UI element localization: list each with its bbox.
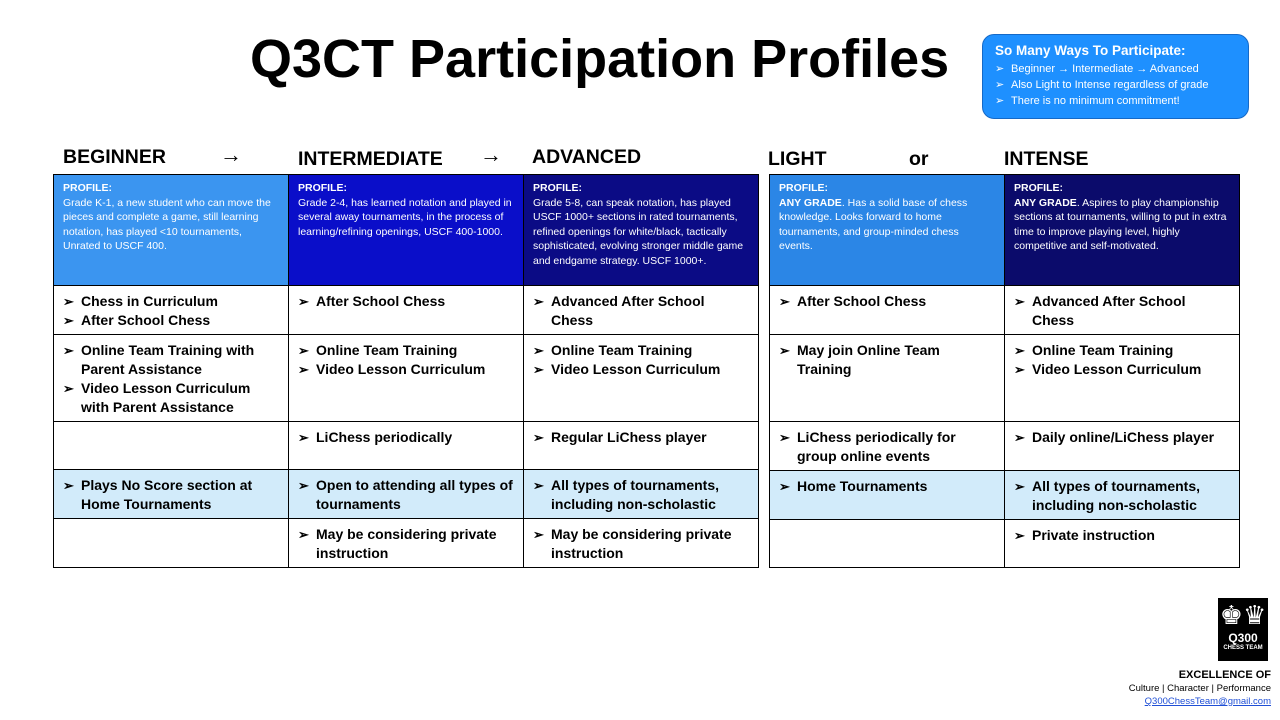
bullet-arrow-icon: ➢ — [779, 294, 790, 309]
table-row — [770, 286, 1240, 335]
bullet-arrow-icon: ➢ — [995, 79, 1005, 91]
list-item: ➢ After School Chess — [779, 293, 927, 309]
table-cell — [1005, 520, 1240, 568]
list-item: ➢ Open to attending all types of tournaments — [298, 477, 513, 512]
table-cell — [289, 519, 524, 568]
list-item: ➢ Home Tournaments — [779, 478, 928, 494]
table-cell — [524, 519, 759, 568]
list-item: ➢ Online Team Training with Parent Assistance — [63, 342, 255, 377]
table-row — [770, 422, 1240, 471]
bullet-arrow-icon: ➢ — [298, 294, 309, 309]
list-item: ➢ May be considering private instruction — [533, 526, 732, 561]
bullet-arrow-icon: ➢ — [298, 343, 309, 358]
bullet-arrow-icon: ➢ — [995, 95, 1005, 107]
table-cell — [289, 422, 524, 470]
page-title: Q3CT Participation Profiles — [250, 29, 950, 89]
list-item: ➢ May join Online Team Training — [779, 342, 940, 377]
table-cell — [54, 422, 289, 470]
bullet-arrow-icon: ➢ — [298, 362, 309, 377]
bullet-arrow-icon: ➢ — [995, 63, 1005, 75]
table-cell — [1005, 471, 1240, 520]
profile-row — [54, 175, 759, 286]
table-row — [770, 520, 1240, 568]
list-item: ➢ Advanced After School Chess — [533, 293, 705, 328]
table-cell — [1005, 422, 1240, 471]
bullet-arrow-icon: ➢ — [779, 343, 790, 358]
bullet-arrow-icon: ➢ — [533, 430, 544, 445]
callout-item: ➢ There is no minimum commitment! — [995, 95, 1180, 107]
table-cell — [524, 286, 759, 335]
list-item: ➢ All types of tournaments, including non-scholastic — [1014, 478, 1201, 513]
bullet-arrow-icon: ➢ — [533, 478, 544, 493]
list-item: ➢ Video Lesson Curriculum with Parent Assistance — [63, 380, 251, 415]
footer-email-link[interactable]: Q300ChessTeam@gmail.com — [1144, 696, 1271, 707]
bullet-arrow-icon: ➢ — [1014, 479, 1025, 494]
list-item: ➢ Video Lesson Curriculum — [1014, 361, 1202, 377]
list-item: ➢ Chess in Curriculum — [63, 293, 218, 309]
table-cell — [770, 335, 1005, 422]
bullet-arrow-icon: ➢ — [779, 430, 790, 445]
table-cell — [289, 286, 524, 335]
profile-light: PROFILE: ANY GRADE. Has a solid base of chess knowledge. Looks forward to home tournaments, and group-minded chess events. — [770, 175, 1005, 286]
table-cell — [524, 422, 759, 470]
bullet-arrow-icon: ➢ — [63, 343, 74, 358]
progression-table — [53, 174, 759, 568]
header-intense: INTENSE — [1004, 148, 1089, 170]
profile-intense: PROFILE: ANY GRADE. Aspires to play championship sections at tournaments, willing to put in extra time to improve playing level, highly competitive and self-motivated. — [1005, 175, 1240, 286]
bullet-arrow-icon: ➢ — [63, 313, 74, 328]
table-cell — [524, 335, 759, 422]
bullet-arrow-icon: ➢ — [1014, 362, 1025, 377]
table-cell — [770, 422, 1005, 471]
table-row — [770, 471, 1240, 520]
header-light: LIGHT — [768, 148, 827, 170]
table-row — [54, 519, 759, 568]
table-row — [770, 335, 1240, 422]
bullet-arrow-icon: ➢ — [63, 478, 74, 493]
table-cell — [54, 519, 289, 568]
right-arrow-icon: → — [480, 142, 502, 167]
header-beginner: BEGINNER — [63, 146, 166, 168]
bullet-arrow-icon: ➢ — [298, 527, 309, 542]
bullet-arrow-icon: ➢ — [1014, 430, 1025, 445]
profile-advanced: PROFILE: Grade 5-8, can speak notation, has played USCF 1000+ sections in rated tournaments, refined openings for white/black, tactically sophisticated, evolving stronger middle game and endgame strategy. USCF 1000+. — [524, 175, 759, 286]
header-advanced: ADVANCED — [532, 146, 642, 168]
table-cell — [770, 471, 1005, 520]
list-item: ➢ Advanced After School Chess — [1014, 293, 1186, 328]
bullet-arrow-icon: ➢ — [1014, 343, 1025, 358]
logo-subtitle: CHESS TEAM — [1223, 645, 1263, 651]
profile-row — [770, 175, 1240, 286]
list-item: ➢ Private instruction — [1014, 527, 1155, 543]
chess-pieces-icon: ♚♛ — [1219, 600, 1267, 630]
list-item: ➢ Daily online/LiChess player — [1014, 429, 1215, 445]
list-item: ➢ LiChess periodically — [298, 429, 453, 445]
list-item: ➢ Online Team Training — [298, 342, 458, 358]
footer-values: Culture | Character | Performance — [1128, 683, 1271, 694]
callout-title: So Many Ways To Participate: — [995, 43, 1186, 58]
table-cell — [289, 470, 524, 519]
list-item: ➢ All types of tournaments, including non-scholastic — [533, 477, 720, 512]
list-item: ➢ After School Chess — [63, 312, 211, 328]
list-item: ➢ After School Chess — [298, 293, 446, 309]
table-row — [54, 470, 759, 519]
profile-beginner: PROFILE: Grade K-1, a new student who can move the pieces and complete a game, still learning notation, has played <10 tournaments, Unrated to USCF 400. — [54, 175, 289, 286]
profile-intermediate: PROFILE: Grade 2-4, has learned notation and played in several away tournaments, in the process of learning/refining openings, USCF 400-1000. — [289, 175, 524, 286]
callout-item: ➢ Beginner → Intermediate → Advanced — [995, 63, 1199, 75]
table-cell — [54, 286, 289, 335]
table-cell — [54, 470, 289, 519]
list-item: ➢ Online Team Training — [1014, 342, 1174, 358]
bullet-arrow-icon: ➢ — [533, 294, 544, 309]
list-item: ➢ May be considering private instruction — [298, 526, 497, 561]
callout-item: ➢ Also Light to Intense regardless of grade — [995, 79, 1209, 91]
table-cell — [289, 335, 524, 422]
table-row — [54, 335, 759, 422]
header-intermediate: INTERMEDIATE — [298, 148, 443, 170]
table-cell — [54, 335, 289, 422]
table-cell — [1005, 286, 1240, 335]
logo-name: Q300 — [1228, 631, 1258, 645]
table-cell — [524, 470, 759, 519]
bullet-arrow-icon: ➢ — [63, 294, 74, 309]
bullet-arrow-icon: ➢ — [779, 479, 790, 494]
right-arrow-icon: → — [220, 142, 242, 167]
list-item: ➢ Plays No Score section at Home Tournaments — [63, 477, 253, 512]
intensity-table — [769, 174, 1240, 568]
footer-tagline: EXCELLENCE OF — [1178, 669, 1271, 681]
list-item: ➢ Video Lesson Curriculum — [298, 361, 486, 377]
bullet-arrow-icon: ➢ — [533, 343, 544, 358]
table-cell — [1005, 335, 1240, 422]
bullet-arrow-icon: ➢ — [298, 478, 309, 493]
bullet-arrow-icon: ➢ — [533, 362, 544, 377]
table-row — [54, 286, 759, 335]
list-item: ➢ Video Lesson Curriculum — [533, 361, 721, 377]
table-cell — [770, 520, 1005, 568]
bullet-arrow-icon: ➢ — [63, 381, 74, 396]
list-item: ➢ LiChess periodically for group online events — [779, 429, 956, 464]
footer — [1129, 668, 1271, 708]
list-item: ➢ Online Team Training — [533, 342, 693, 358]
participation-callout — [982, 34, 1249, 119]
table-row — [54, 422, 759, 470]
bullet-arrow-icon: ➢ — [1014, 528, 1025, 543]
bullet-arrow-icon: ➢ — [533, 527, 544, 542]
table-cell — [770, 286, 1005, 335]
bullet-arrow-icon: ➢ — [1014, 294, 1025, 309]
list-item: ➢ Regular LiChess player — [533, 429, 707, 445]
bullet-arrow-icon: ➢ — [298, 430, 309, 445]
q300-logo — [1218, 598, 1268, 661]
header-or: or — [909, 148, 929, 170]
